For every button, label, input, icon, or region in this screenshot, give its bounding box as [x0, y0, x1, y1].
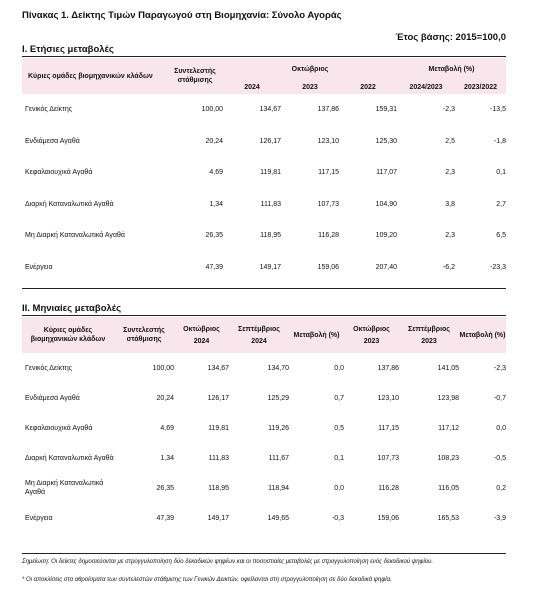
cell-change-2023-2022: -23,3	[490, 263, 506, 271]
cell-weight: 26,35	[205, 232, 223, 240]
table-row	[22, 413, 506, 443]
cell-weight: 4,69	[160, 424, 174, 432]
header-2022: 2022	[339, 80, 397, 94]
cell-sep-2023: 123,98	[437, 394, 459, 402]
cell-change-2024-2023: 2,3	[445, 232, 455, 240]
table-row	[22, 252, 506, 284]
cell-change-2024-2023: -6,2	[442, 263, 455, 271]
cell-oct-2023: 137,86	[377, 364, 399, 372]
cell-2023: 117,15	[318, 169, 339, 177]
cell-weight: 4,69	[209, 169, 223, 177]
row-label: Ενδιάμεσα Αγαθά	[25, 137, 80, 145]
table-title: Πίνακας 1. Δείκτης Τιμών Παραγωγού στη Βιομηχανία: Σύνολο Αγοράς	[22, 10, 342, 21]
table-row	[22, 220, 506, 252]
section-annual-heading: I. Ετήσιες μεταβολές	[22, 44, 114, 55]
header-oct-label: Οκτώβριος	[353, 325, 390, 333]
cell-2024: 149,17	[259, 263, 281, 271]
cell-change-2024-2023: 2,3	[445, 169, 455, 177]
cell-change-2023: -2,3	[493, 364, 506, 372]
header-2024-2023: 2024/2023	[397, 80, 455, 94]
cell-weight: 100,00	[152, 364, 174, 372]
cell-change-2024: 0,0	[334, 364, 344, 372]
cell-2022: 104,90	[375, 200, 397, 208]
cell-change-2023: -0,5	[493, 454, 506, 462]
cell-2024: 119,81	[260, 169, 281, 177]
cell-weight: 47,39	[156, 514, 174, 522]
header-change-2023: Μεταβολή (%)	[459, 317, 506, 353]
header-2023-2022: 2023/2022	[455, 80, 506, 94]
header-change-2024: Μεταβολή (%)	[289, 317, 344, 353]
table-row	[22, 503, 506, 533]
base-year-label: Έτος βάσης: 2015=100,0	[395, 32, 506, 43]
header-oct-2024	[174, 317, 229, 353]
table-row	[22, 189, 506, 221]
cell-weight: 1,34	[209, 200, 223, 208]
cell-change-2024: 0,5	[334, 424, 344, 432]
cell-sep-2024: 111,67	[268, 454, 289, 462]
cell-2023: 116,28	[318, 232, 339, 240]
section-annual-bottom-rule	[22, 288, 506, 289]
row-label: Ενδιάμεσα Αγαθά	[25, 394, 80, 402]
cell-change-2023-2022: 6,5	[496, 232, 506, 240]
header-sep-year: 2024	[251, 337, 267, 345]
cell-weight: 20,24	[156, 394, 174, 402]
table-row	[22, 443, 506, 473]
cell-change-2024: 0,7	[334, 394, 344, 402]
cell-2023: 137,86	[317, 106, 339, 114]
cell-change-2023: -0,7	[493, 394, 506, 402]
annual-changes-table	[22, 58, 506, 283]
table-row	[22, 473, 506, 503]
cell-change-2023-2022: 0,1	[496, 169, 506, 177]
header-october: Οκτώβριος	[223, 58, 397, 80]
cell-sep-2023: 116,05	[438, 484, 459, 492]
table-row	[22, 126, 506, 158]
cell-oct-2024: 149,17	[207, 514, 229, 522]
cell-oct-2023: 107,73	[377, 454, 399, 462]
cell-change-2023-2022: -1,8	[493, 137, 506, 145]
header-2023: 2023	[281, 80, 339, 94]
cell-2024: 118,95	[260, 232, 281, 240]
cell-weight: 47,39	[205, 263, 223, 271]
cell-2023: 107,73	[317, 200, 339, 208]
table-row	[22, 94, 506, 126]
cell-change-2023: 0,0	[496, 424, 506, 432]
cell-2022: 207,40	[375, 263, 397, 271]
cell-sep-2024: 149,65	[267, 514, 289, 522]
cell-sep-2023: 108,23	[437, 454, 459, 462]
header-oct-year: 2024	[193, 337, 210, 345]
cell-2022: 125,30	[375, 137, 397, 145]
cell-sep-2023: 165,53	[437, 514, 459, 522]
row-label: Ενέργεια	[25, 514, 53, 522]
cell-change-2024-2023: -2,3	[442, 106, 455, 114]
cell-change-2023: -3,9	[493, 514, 506, 522]
cell-change-2024: 0,1	[334, 454, 344, 462]
row-label: Διαρκή Καταναλωτικά Αγαθά	[25, 200, 114, 208]
header-change: Μεταβολή (%)	[397, 58, 506, 80]
row-label: Ενέργεια	[25, 263, 53, 271]
cell-2022: 109,20	[375, 232, 397, 240]
header-sep-label: Σεπτέμβριος	[408, 325, 450, 333]
cell-change-2024: -0,3	[331, 514, 344, 522]
header-sep-2023	[399, 317, 459, 353]
header-oct-label: Οκτώβριος	[183, 325, 220, 333]
row-label: Κεφαλαιουχικά Αγαθά	[25, 169, 93, 177]
header-groups: Κύριες ομάδες βιομηχανικών κλάδων	[22, 58, 167, 94]
table-row	[22, 383, 506, 413]
cell-2024: 111,83	[260, 200, 281, 208]
header-sep-label: Σεπτέμβριος	[238, 325, 280, 333]
cell-2024: 134,67	[259, 106, 281, 114]
cell-2023: 159,06	[317, 263, 339, 271]
cell-weight: 26,35	[156, 484, 174, 492]
cell-weight: 100,00	[201, 106, 223, 114]
cell-sep-2023: 141,05	[437, 364, 459, 372]
cell-oct-2024: 134,67	[207, 364, 229, 372]
cell-oct-2023: 123,10	[377, 394, 399, 402]
cell-oct-2024: 118,95	[208, 484, 229, 492]
cell-sep-2024: 125,29	[267, 394, 289, 402]
header-sep-year: 2023	[421, 337, 437, 345]
header-oct-2023	[344, 317, 399, 353]
row-label: Μη Διαρκή Καταναλωτικά Αγαθά	[25, 232, 125, 240]
cell-oct-2023: 117,15	[378, 424, 399, 432]
table-row	[22, 157, 506, 189]
table-row	[22, 353, 506, 383]
section-annual-rule	[22, 56, 506, 57]
cell-weight: 1,34	[160, 454, 174, 462]
cell-2022: 159,31	[375, 106, 397, 114]
cell-sep-2023: 117,12	[438, 424, 459, 432]
cell-change-2023: 0,2	[496, 484, 506, 492]
footnote-weights: * Οι αποκλίσεις στα αθροίσματα των συντελεστών στάθμισης των Γενικών Δεικτών, οφείλονται στη στρογγυλοποίηση σε δύο δεκαδικά ψηφία.	[22, 577, 392, 583]
header-sep-2024	[229, 317, 289, 353]
header-oct-year: 2023	[363, 337, 380, 345]
section-monthly-heading: II. Μηνιαίες μεταβολές	[22, 303, 122, 314]
footnote-rounding: Σημείωση: Οι δείκτες δημοσιεύονται με στρογγυλοποίηση δύο δεκαδικών ψηφίων και οι ποσοστιαίες μεταβολές με στρογγυλοποίηση ενός δεκαδικού ψηφίου.	[22, 559, 434, 565]
cell-oct-2024: 126,17	[207, 394, 229, 402]
cell-change-2023-2022: -13,5	[490, 106, 506, 114]
monthly-changes-table	[22, 317, 506, 533]
cell-change-2024-2023: 2,5	[445, 137, 455, 145]
row-label: Μη Διαρκή Καταναλωτικά Αγαθά	[25, 480, 104, 496]
cell-weight: 20,24	[205, 137, 223, 145]
cell-oct-2023: 159,06	[377, 514, 399, 522]
cell-change-2024: 0,0	[334, 484, 344, 492]
row-label: Γενικός Δείκτης	[25, 106, 73, 114]
cell-2022: 117,07	[376, 169, 397, 177]
row-label: Διαρκή Καταναλωτικά Αγαθά	[25, 454, 114, 462]
cell-2023: 123,10	[317, 137, 339, 145]
cell-sep-2024: 134,70	[267, 364, 289, 372]
section-monthly-bottom-rule	[22, 553, 506, 554]
cell-oct-2024: 119,81	[208, 424, 229, 432]
header-weight: Συντελεστής στάθμισης	[114, 317, 174, 353]
cell-change-2024-2023: 3,8	[445, 200, 455, 208]
cell-change-2023-2022: 2,7	[496, 200, 506, 208]
cell-sep-2024: 118,94	[268, 484, 289, 492]
header-weight: Συντελεστής στάθμισης	[167, 58, 223, 94]
cell-oct-2023: 116,28	[378, 484, 399, 492]
header-2024: 2024	[223, 80, 281, 94]
row-label: Γενικός Δείκτης	[25, 364, 73, 372]
row-label: Κεφαλαιουχικά Αγαθά	[25, 424, 93, 432]
cell-oct-2024: 111,83	[208, 454, 229, 462]
section-monthly-rule	[22, 315, 506, 316]
header-groups: Κύριες ομάδες βιομηχανικών κλάδων	[22, 317, 114, 353]
cell-2024: 126,17	[259, 137, 281, 145]
cell-sep-2024: 119,26	[268, 424, 289, 432]
